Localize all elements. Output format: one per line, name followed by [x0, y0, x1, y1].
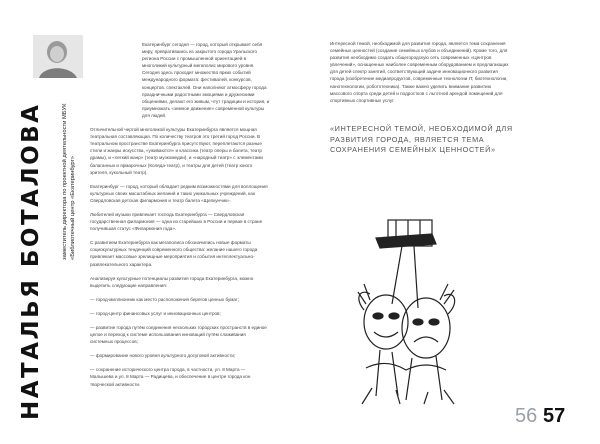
theatre-sketch-illustration [336, 218, 468, 405]
list-item: — город-миллионник как место расположения берегов ценных бумаг; [90, 296, 239, 302]
author-role [61, 55, 77, 260]
page-number-left: 56 [515, 405, 538, 427]
page-number-right: 57 [543, 405, 566, 427]
author-role-line-2: «Библиотечный центр «Екатеринбург» [70, 156, 76, 260]
list-item: — город-центр финансовых услуг и инновационных центров; [90, 310, 221, 316]
left-column [90, 41, 270, 395]
intro-paragraph: Екатеринбург сегодня — город, который открывает себя миру, превратившись из закрытого города Уральского региона России с промышленной ориентацией в многоликий культурный мегаполис мирового уровня. Сегодня здесь проходит множество ярких событий международного формата: фестивалей, конкурсов, концертов, спектаклей. Они наполняют атмосферу города праздничными радостными эмоциями и дружескими общениями, делают его живым, чтут традиции и история, и приумножать «земное движение» современной культуры для людей. [142, 42, 270, 118]
paragraph-4: С развитием Екатеринбурга как мегаполиса обозначились новые форматы социокультурных тенденций современного общества: желание нашего города привлекает массовые зрелищные мероприятия и события интеллектуально-развлекательного характера. [90, 240, 258, 267]
author-name: НАТАЛЬЯ БОТАЛОВА [18, 102, 44, 420]
author-role-line-1: заместитель директора по проектной деятельности МБУК [62, 103, 68, 260]
right-column [330, 40, 510, 111]
list-item: — сохранение исторического центра города, в частности, ул. 8 Марта — Малышева и ул. 8 Марта — Радищева, и обеспечение в центре города кон творческой активности. [90, 367, 251, 387]
paragraph-2: Екатеринбург — город, который обладает редким возможностями для воплощения культурных своих масштабных желаний и таких уникальных учреждений, как Свердловская детская филармония и театр балета «Щелкунчик». [90, 183, 268, 203]
paragraph-5: Анализируя культурные потенциалы развития города Екатеринбурга, можно выделить следующие направления: [90, 275, 254, 288]
paragraph-1: Отличительной чертой многоликой культуры Екатеринбурга является мощная театральная составляющая. По количеству театров это третий город России. В театральном пространстве Екатеринбурга присутствуют, переплетаются разные стили и жанры искусства, «уживаются» и классика (театр оперы и балета, театр драмы), и «легкий жанр» (театр музкомедии), и «народный театр» с элементами балаганных и ярмарочных (Коляда-театр), и театры для детей (театр юного зрителя, кукольный театр). [90, 127, 263, 175]
right-paragraph: Интересной темой, необходимой для развития города, является тема сохранения семейных ценностей (создание семейных клубов и объединений). Кроме того, для развития необходимо создать общегородскую сеть современных «Центров увлечений», оснащенных наиболее современным оборудованием и предлагающих для детей спектр занятий, соответствующий задаче инновационного развития города (изобретение медиапродуктов, современные технологии IT, биотехнологии, нанотехнологии, робототехника). Также важно уделить внимание развитию массового спорта среди детей и подростков с льготной арендой помещений для спортивных спортивных услуг. [330, 41, 509, 103]
list-item: — развитие города путём соединения нескольких городских пространств в единое целое и переход к системе использования инноваций путём слаживания системных процессов; [90, 325, 267, 345]
paragraph-3: Любителей музыки привлекает господь Екатеринбурга — Свердловская государственная филармония — одна из старейших в России и первая в стране получившая статус «Филармония года». [90, 211, 263, 232]
list-item: — формирование нового уровня культурного досуговой активности; [90, 353, 236, 359]
pull-quote: «ИНТЕРЕСНОЙ ТЕМОЙ, НЕОБХОДИМОЙ ДЛЯ РАЗВИТИЯ ГОРОДА, ЯВЛЯЕТСЯ ТЕМА СОХРАНЕНИЯ СЕМЕЙНЫХ ЦЕННОСТЕЙ» [330, 124, 513, 154]
